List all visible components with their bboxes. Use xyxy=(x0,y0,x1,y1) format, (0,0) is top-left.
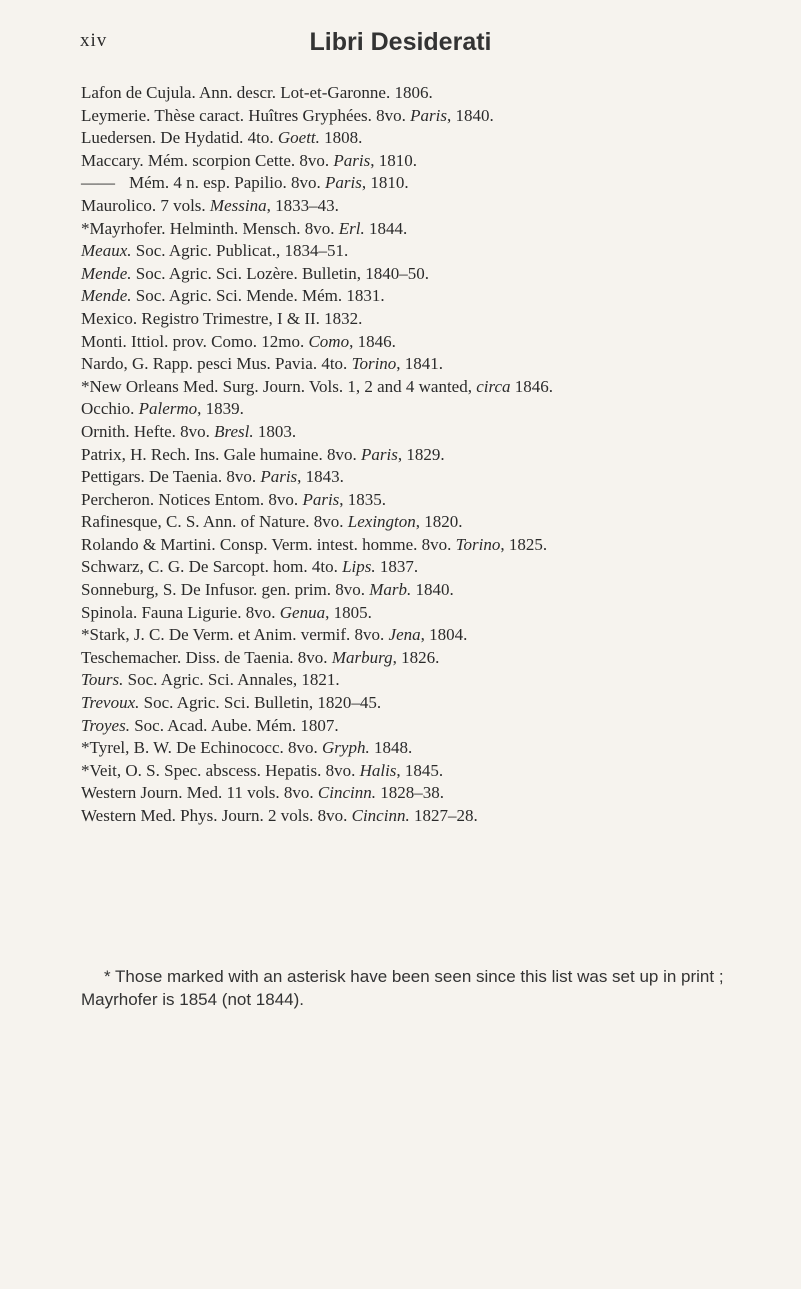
list-item xyxy=(81,308,781,331)
entry-italic-text: Troyes. xyxy=(81,715,130,735)
entry-text: , 1810. xyxy=(361,173,409,193)
entry-text: Mexico. Registro Trimestre, I & II. 1832. xyxy=(81,308,363,328)
entry-italic-text: Halis xyxy=(359,760,397,780)
entry-text: , 1843. xyxy=(297,467,344,487)
list-item xyxy=(81,669,781,692)
footnote-line-1: * Those marked with an asterisk have been seen since this list was set up in print ; xyxy=(104,967,724,986)
list-item xyxy=(81,421,781,444)
entry-text: , 1820. xyxy=(415,512,463,532)
entry-text: Sonneburg, S. De Infusor. gen. prim. 8vo. xyxy=(81,580,370,600)
entry-text: , 1804. xyxy=(420,625,468,645)
entry-text: Mém. 4 n. esp. Papilio. 8vo. xyxy=(129,173,325,193)
list-item xyxy=(81,579,781,602)
entry-text: 1828–38. xyxy=(376,783,445,803)
entry-text: , 1833–43. xyxy=(266,195,339,215)
entry-text: Percheron. Notices Entom. 8vo. xyxy=(81,489,303,509)
list-item xyxy=(81,647,781,670)
entry-text: Soc. Acad. Aube. Mém. 1807. xyxy=(129,715,339,735)
entry-text: 1837. xyxy=(375,557,419,577)
running-title: Libri Desiderati xyxy=(309,28,492,56)
entry-text: Soc. Agric. Sci. Lozère. Bulletin, 1840–50. xyxy=(131,263,429,283)
entry-text: 1848. xyxy=(369,738,413,758)
entry-text: , 1825. xyxy=(500,534,548,554)
entry-italic-text: Lips. xyxy=(342,557,376,577)
entry-italic-text: Torino xyxy=(351,354,397,374)
entry-italic-text: Palermo xyxy=(138,399,198,419)
list-item xyxy=(81,172,781,195)
entry-text: 1844. xyxy=(364,218,408,238)
entry-italic-text: Jena xyxy=(388,625,421,645)
list-item xyxy=(81,511,781,534)
entry-italic-text: Messina xyxy=(209,195,267,215)
entry-text: Schwarz, C. G. De Sarcopt. hom. 4to. xyxy=(81,557,343,577)
entry-italic-text: Goett. xyxy=(277,128,320,148)
entry-italic-text: Mende. xyxy=(81,263,132,283)
entry-italic-text: Paris xyxy=(260,467,298,487)
entry-text: 1808. xyxy=(319,128,363,148)
entry-text: Patrix, H. Rech. Ins. Gale humaine. 8vo. xyxy=(81,444,361,464)
entry-italic-text: Paris xyxy=(333,150,371,170)
entry-text: *New Orleans Med. Surg. Journ. Vols. 1, 2 and 4 wanted, xyxy=(81,376,477,396)
entry-text: , 1810. xyxy=(370,150,418,170)
entry-text: , 1839. xyxy=(197,399,244,419)
entry-text: Monti. Ittiol. prov. Como. 12mo. xyxy=(81,331,309,351)
entry-text: *Tyrel, B. W. De Echinococc. 8vo. xyxy=(81,738,323,758)
entry-italic-text: Paris xyxy=(410,105,448,125)
bibliography-list xyxy=(81,82,781,828)
entry-text: , 1841. xyxy=(396,354,444,374)
list-item xyxy=(81,195,781,218)
entry-text: Luedersen. De Hydatid. 4to. xyxy=(81,128,278,148)
list-item xyxy=(81,737,781,760)
list-item xyxy=(81,444,781,467)
entry-text: *Stark, J. C. De Verm. et Anim. vermif. 8vo. xyxy=(81,625,389,645)
entry-italic-text: Mende. xyxy=(81,286,132,306)
entry-text: , 1840. xyxy=(447,105,494,125)
entry-italic-text: Meaux. xyxy=(81,241,132,261)
entry-text: Leymerie. Thèse caract. Huîtres Gryphées. 8vo. xyxy=(81,105,411,125)
entry-italic-text: Cincinn. xyxy=(317,783,377,803)
list-item xyxy=(81,624,781,647)
entry-text: , 1826. xyxy=(392,647,440,667)
list-item xyxy=(81,782,781,805)
entry-text: Soc. Agric. Publicat., 1834–51. xyxy=(131,241,349,261)
entry-text: , 1846. xyxy=(349,331,396,351)
entry-text: Soc. Agric. Sci. Bulletin, 1820–45. xyxy=(139,693,382,713)
entry-text: Pettigars. De Taenia. 8vo. xyxy=(81,467,261,487)
entry-text: Western Med. Phys. Journ. 2 vols. 8vo. xyxy=(81,806,352,825)
entry-italic-text: Gryph. xyxy=(322,738,370,758)
entry-text: Maccary. Mém. scorpion Cette. 8vo. xyxy=(81,150,334,170)
entry-italic-text: Cincinn. xyxy=(351,806,410,825)
list-item xyxy=(81,466,781,489)
entry-text: Spinola. Fauna Ligurie. 8vo. xyxy=(81,602,280,622)
entry-italic-text: Erl. xyxy=(338,218,365,238)
entry-text: Occhio. xyxy=(81,399,139,419)
list-item xyxy=(81,534,781,557)
entry-text: , 1845. xyxy=(396,760,444,780)
page-header xyxy=(0,28,801,58)
list-item xyxy=(81,805,781,828)
entry-italic-text: Marb. xyxy=(369,580,412,600)
list-item xyxy=(81,602,781,625)
list-item xyxy=(81,82,781,105)
entry-text: 1803. xyxy=(253,421,297,441)
entry-text: 1840. xyxy=(411,580,454,600)
list-item xyxy=(81,692,781,715)
list-item xyxy=(81,376,781,399)
list-item xyxy=(81,489,781,512)
footnote xyxy=(81,965,781,1011)
entry-text: Ornith. Hefte. 8vo. xyxy=(81,421,215,441)
entry-text: *Mayrhofer. Helminth. Mensch. 8vo. xyxy=(81,218,339,238)
entry-text: Nardo, G. Rapp. pesci Mus. Pavia. 4to. xyxy=(81,354,352,374)
entry-italic-text: Genua xyxy=(279,602,326,622)
list-item xyxy=(81,240,781,263)
entry-italic-text: Torino xyxy=(455,534,501,554)
footnote-line-2: Mayrhofer is 1854 (not 1844). xyxy=(81,990,305,1009)
list-item xyxy=(81,150,781,173)
list-item xyxy=(81,398,781,421)
entry-italic-text: Paris xyxy=(302,489,340,509)
entry-italic-text: Bresl. xyxy=(214,421,254,441)
entry-text: Lafon de Cujula. Ann. descr. Lot-et-Garonne. 1806. xyxy=(81,83,433,102)
entry-text: 1846. xyxy=(510,376,554,396)
entry-text: , 1829. xyxy=(397,444,445,464)
page-number: xiv xyxy=(80,30,108,51)
list-item xyxy=(81,218,781,241)
entry-italic-text: Trevoux. xyxy=(81,693,140,713)
entry-italic-text: Lexington xyxy=(347,512,416,532)
entry-italic-text: Como xyxy=(308,331,350,351)
entry-text: , 1835. xyxy=(339,489,387,509)
entry-italic-text: Paris xyxy=(360,444,398,464)
entry-text: Maurolico. 7 vols. xyxy=(81,195,210,215)
entry-italic-text: Marburg xyxy=(331,647,393,667)
list-item xyxy=(81,556,781,579)
entry-text: Soc. Agric. Sci. Annales, 1821. xyxy=(123,670,340,690)
entry-text: Rafinesque, C. S. Ann. of Nature. 8vo. xyxy=(81,512,348,532)
entry-text: Rolando & Martini. Consp. Verm. intest. homme. 8vo. xyxy=(81,534,456,554)
list-item xyxy=(81,353,781,376)
entry-italic-text: Tours. xyxy=(81,670,124,690)
entry-text: Soc. Agric. Sci. Mende. Mém. 1831. xyxy=(131,286,385,306)
entry-text: , 1805. xyxy=(325,602,372,622)
entry-italic-text: Paris xyxy=(324,173,362,193)
entry-text: Teschemacher. Diss. de Taenia. 8vo. xyxy=(81,647,332,667)
list-item xyxy=(81,715,781,738)
entry-italic-text: circa xyxy=(476,376,511,396)
list-item xyxy=(81,331,781,354)
entry-text: *Veit, O. S. Spec. abscess. Hepatis. 8vo. xyxy=(81,760,360,780)
list-item xyxy=(81,263,781,286)
list-item xyxy=(81,760,781,783)
list-item xyxy=(81,105,781,128)
entry-text: 1827–28. xyxy=(409,806,478,825)
ditto-dash: —— xyxy=(81,173,115,193)
entry-text: Western Journ. Med. 11 vols. 8vo. xyxy=(81,783,318,803)
list-item xyxy=(81,285,781,308)
list-item xyxy=(81,127,781,150)
